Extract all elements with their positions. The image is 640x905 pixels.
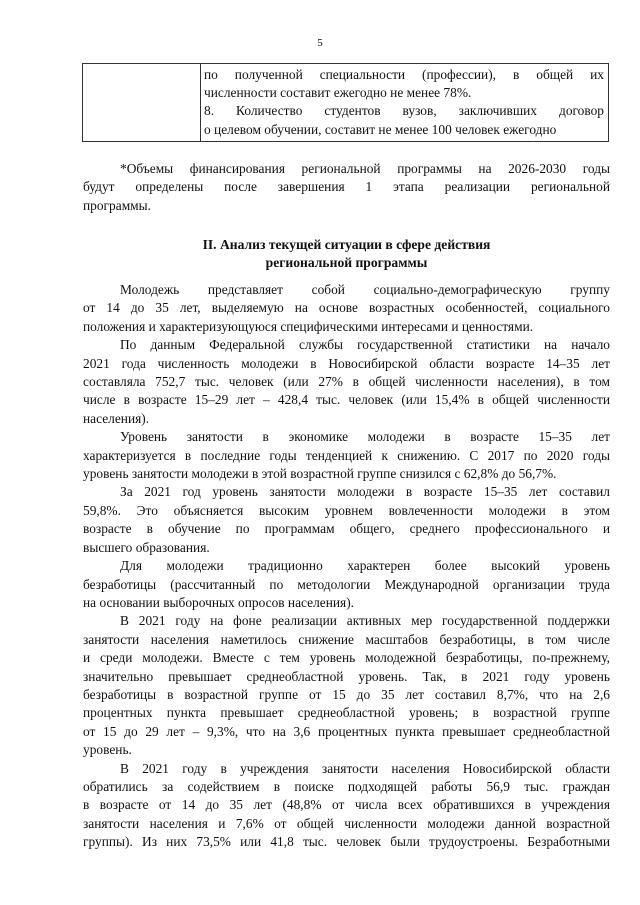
body-line: группы). Из них 73,5% или 41,8 тыс. человек были трудоустроены. Безработными [83,834,610,850]
body-line: в возрасте от 14 до 35 лет (48,8% от числа всех обратившихся в учреждения [83,797,610,813]
body-line: возрасте в обучение по программам общего, среднего профессионального и [83,521,610,537]
body-line: высшего образования. [83,539,210,555]
body-line: процентных пункта превышает среднеобластной уровень; в возрастной группе [83,705,610,721]
body-line: занятости населения наметилось снижение масштабов безработицы, в том числе [83,631,610,647]
table-content-cell [201,64,609,142]
footnote [83,160,610,215]
body-line: и среди молодежи. Вместе с тем уровень молодежной безработицы, по-прежнему, [83,650,610,666]
table-empty-cell [83,64,201,142]
body-line: В 2021 году в учреждения занятости населения Новосибирской области [120,760,610,776]
section-heading [83,236,610,271]
body-line: составляла 752,7 тыс. человек (или 27% в общей численности населения), в том [83,374,610,390]
body-line: 59,8%. Это объясняется высоким уровнем вовлеченности молодежи в этом [83,502,610,518]
body-line: значительно превышает среднеобластной уровень. Так, в 2021 году уровень [83,668,610,684]
body-line: от 14 до 35 лет, выделяемую на основе возрастных особенностей, социального [83,300,610,316]
body-line: характеризуется в последние годы тенденцией к снижению. С 2017 по 2020 годы [83,447,610,463]
body-line: 2021 года численность молодежи в Новосибирской области возрасте 14–35 лет [83,355,610,371]
body-line: обратились за содействием в поиске подходящей работы 56,9 тыс. граждан [83,778,610,794]
section-heading-line: региональной программы [265,254,428,270]
footnote-line: *Объемы финансирования региональной программы на 2026-2030 годы [120,161,610,176]
body-line: В 2021 году на фоне реализации активных мер государственной поддержки [120,613,610,629]
footnote-line: будут определены после завершения 1 этапа реализации региональной [83,179,610,195]
body-line: занятости населения и 7,6% от общей численности молодежи данной возрастной [83,815,610,831]
table-cell-line: по полученной специальности (профессии), в общей их [204,67,604,82]
table-cell-line: о целевом обучении, составит не менее 100 человек ежегодно [204,121,557,137]
table-cell-line: 8. Количество студентов вузов, заключивших договор [204,103,604,119]
body-line: Уровень занятости в экономике молодежи в возрасте 15–35 лет [120,429,610,445]
body-text [83,281,610,852]
footnote-line: программы. [83,197,151,213]
body-line: положения и характеризующуюся специфическими интересами и ценностями. [83,318,534,334]
table-row [83,64,609,142]
body-line: населения). [83,410,150,426]
body-line: уровень. [83,742,132,758]
body-line: По данным Федеральной службы государственной статистики на начало [120,337,610,353]
continued-table [82,63,609,142]
body-line: Для молодежи традиционно характерен более высокий уровень [120,558,610,574]
body-line: безработицы (рассчитанный по методологии Международной организации труда [83,576,610,592]
body-line: уровень занятости молодежи в этой возрастной группе снизился с 62,8% до 56,7%. [83,466,557,482]
body-line: от 15 до 29 лет – 9,3%, что на 3,6 процентных пункта превышает среднеобластной [83,723,610,739]
section-heading-line: II. Анализ текущей ситуации в сфере действия [202,237,491,252]
table-cell-line: численности составит ежегодно не менее 78%. [204,85,472,101]
body-line: на основании выборочных опросов населения). [83,594,355,610]
body-line: За 2021 год уровень занятости молодежи в возрасте 15–35 лет составил [120,484,610,500]
page-number: 5 [317,37,323,49]
body-line: безработицы в возрастной группе от 15 до 35 лет составил 8,7%, что на 2,6 [83,686,610,702]
body-line: Молодежь представляет собой социально-демографическую группу [120,282,610,297]
body-line: числе в возрасте 15–29 лет – 428,4 тыс. человек (или 15,4% в общей численности [83,392,610,408]
